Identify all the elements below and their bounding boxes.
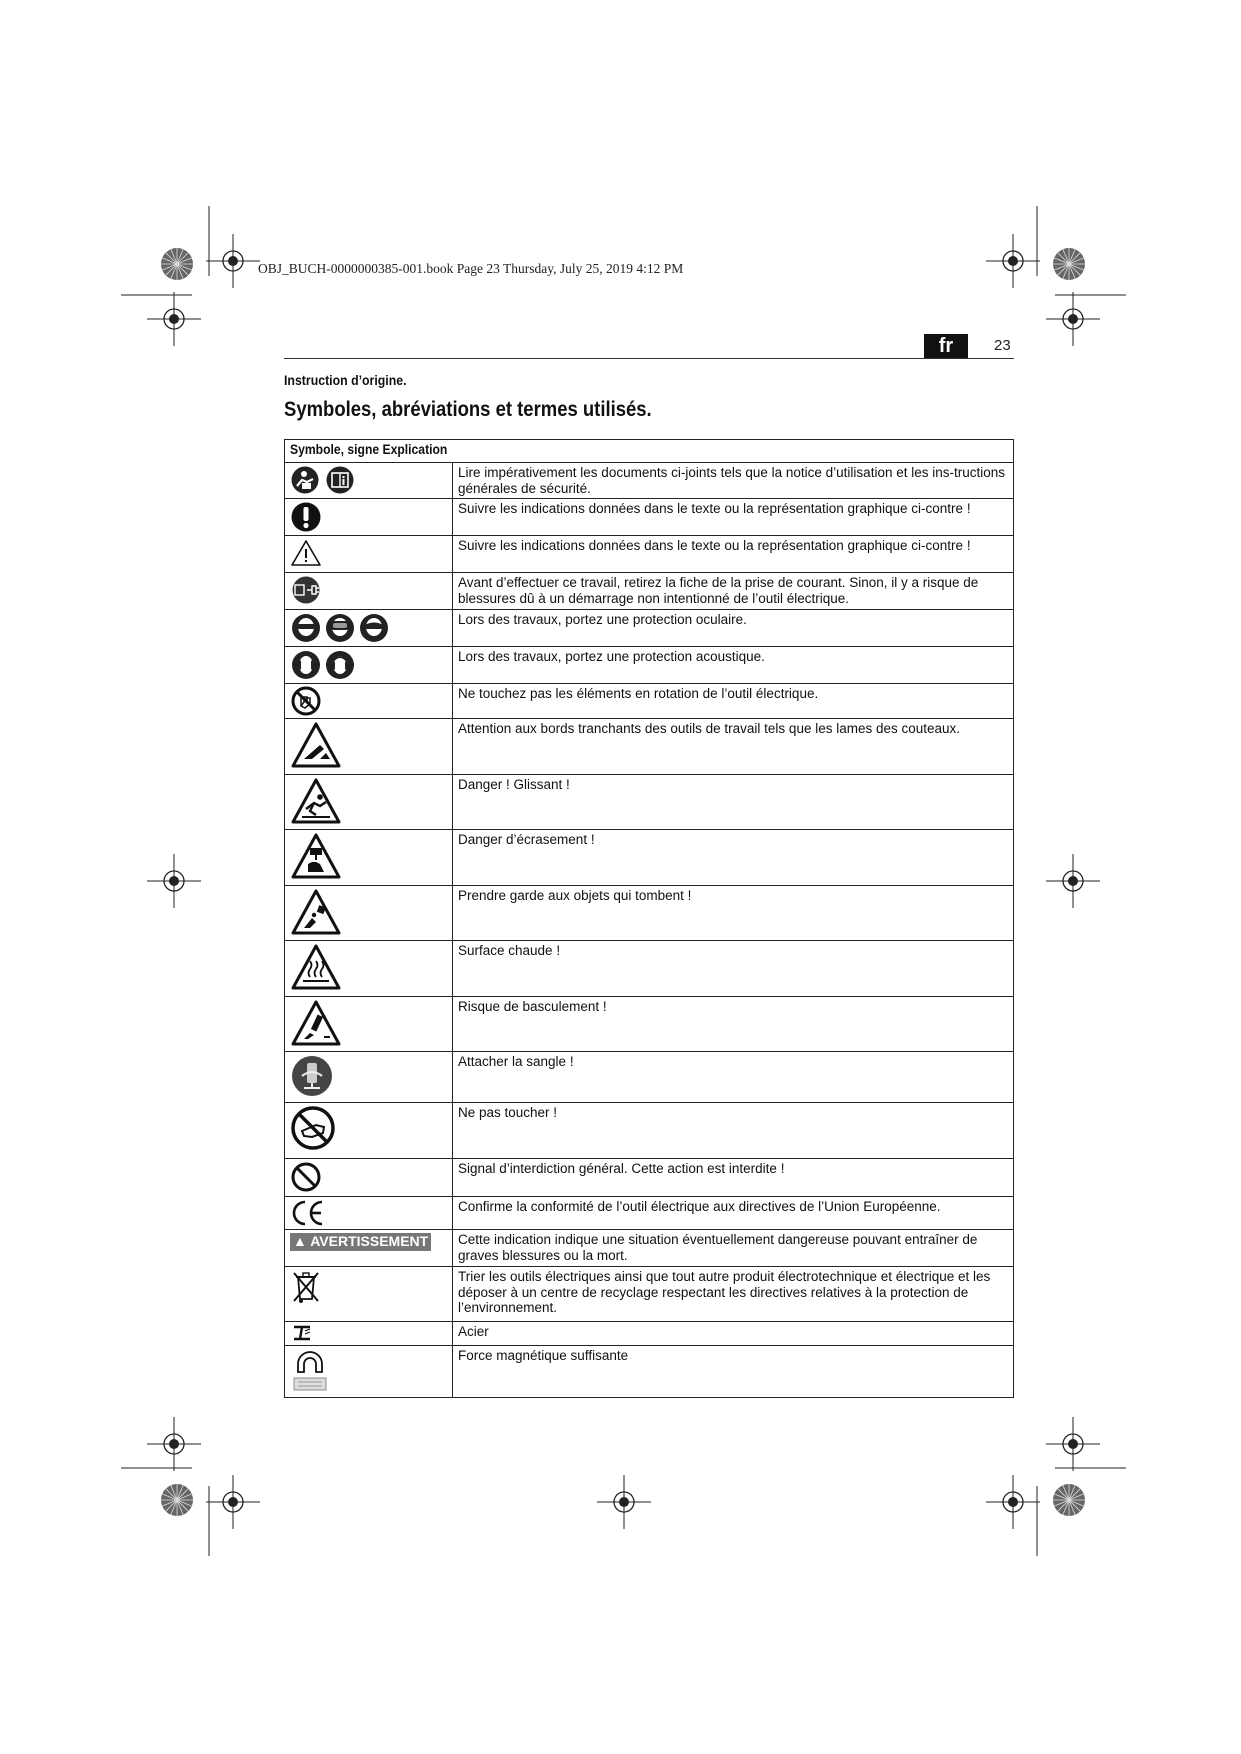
explanation-cell: Lire impérativement les documents ci-joints tels que la notice d’utilisation et les ins-tructions générales de sécurité. bbox=[453, 463, 1014, 499]
warning-triangle-icon bbox=[290, 538, 322, 568]
table-row bbox=[285, 1159, 1014, 1197]
symbol-cell bbox=[285, 499, 453, 536]
symbol-cell bbox=[285, 1103, 453, 1159]
symbol-cell bbox=[285, 997, 453, 1052]
explanation-cell: Confirme la conformité de l’outil électrique aux directives de l’Union Européenne. bbox=[453, 1197, 1014, 1230]
explanation-cell: Force magnétique suffisante bbox=[453, 1346, 1014, 1398]
table-row bbox=[285, 610, 1014, 647]
safety-strap-icon bbox=[290, 1054, 334, 1098]
table-header-row bbox=[285, 440, 1014, 463]
falling-objects-icon bbox=[290, 888, 342, 936]
avertissement-badge: ▲ AVERTISSEMENT bbox=[290, 1233, 431, 1251]
explanation-cell: Lors des travaux, portez une protection acoustique. bbox=[453, 647, 1014, 684]
header-rule bbox=[284, 358, 1014, 359]
table-row bbox=[285, 499, 1014, 536]
page-number: 23 bbox=[994, 337, 1011, 354]
explanation-cell: Attacher la sangle ! bbox=[453, 1052, 1014, 1103]
table-row bbox=[285, 1052, 1014, 1103]
weee-bin-icon bbox=[290, 1269, 322, 1305]
table-row bbox=[285, 536, 1014, 573]
table-row bbox=[285, 1346, 1014, 1398]
table-row bbox=[285, 830, 1014, 886]
col-symbol-header: Symbole, signe bbox=[290, 442, 380, 457]
symbol-cell bbox=[285, 1197, 453, 1230]
read-manual-icon bbox=[290, 465, 358, 495]
symbol-cell bbox=[285, 647, 453, 684]
sharp-edges-icon bbox=[290, 721, 342, 769]
subtitle: Instruction d’origine. bbox=[284, 372, 407, 388]
explanation-cell: Attention aux bords tranchants des outils de travail tels que les lames des couteaux. bbox=[453, 719, 1014, 775]
table-row bbox=[285, 886, 1014, 941]
explanation-cell: Danger d’écrasement ! bbox=[453, 830, 1014, 886]
table-row bbox=[285, 941, 1014, 997]
table-row bbox=[285, 719, 1014, 775]
symbol-cell bbox=[285, 1230, 453, 1267]
explanation-cell: Trier les outils électriques ainsi que tout autre produit électrotechnique et électrique et les déposer à un centre de recyclage respectant les directives relatives à la protection de l’environnement. bbox=[453, 1267, 1014, 1322]
table-row bbox=[285, 997, 1014, 1052]
ce-mark-icon bbox=[290, 1199, 326, 1227]
explanation-cell: Surface chaude ! bbox=[453, 941, 1014, 997]
page-title: Symboles, abréviations et termes utilisés. bbox=[284, 398, 652, 421]
explanation-cell: Avant d’effectuer ce travail, retirez la fiche de la prise de courant. Sinon, il y a risque de blessures dû à un démarrage non intentionné de l’outil électrique. bbox=[453, 573, 1014, 610]
symbol-cell bbox=[285, 941, 453, 997]
tipping-icon bbox=[290, 999, 342, 1047]
symbols-table bbox=[284, 439, 1014, 1398]
explanation-cell: Danger ! Glissant ! bbox=[453, 775, 1014, 830]
symbol-cell bbox=[285, 886, 453, 941]
table-row bbox=[285, 1197, 1014, 1230]
table-row bbox=[285, 1103, 1014, 1159]
crushing-icon bbox=[290, 832, 342, 880]
table-row bbox=[285, 775, 1014, 830]
unplug-icon bbox=[290, 575, 322, 605]
col-explanation-header: Explication bbox=[382, 442, 448, 457]
table-row bbox=[285, 1267, 1014, 1322]
do-not-touch-icon bbox=[290, 1105, 336, 1151]
symbol-cell bbox=[285, 684, 453, 719]
table-row bbox=[285, 1230, 1014, 1267]
explanation-cell: Suivre les indications données dans le texte ou la représentation graphique ci-contre ! bbox=[453, 536, 1014, 573]
explanation-cell: Ne touchez pas les éléments en rotation de l’outil électrique. bbox=[453, 684, 1014, 719]
book-slug: OBJ_BUCH-0000000385-001.book Page 23 Thursday, July 25, 2019 4:12 PM bbox=[258, 261, 684, 276]
explanation-cell: Suivre les indications données dans le texte ou la représentation graphique ci-contre ! bbox=[453, 499, 1014, 536]
mandatory-exclamation-icon bbox=[290, 501, 322, 533]
explanation-cell: Lors des travaux, portez une protection oculaire. bbox=[453, 610, 1014, 647]
table-header bbox=[285, 440, 1014, 463]
prohibition-icon bbox=[290, 1161, 322, 1193]
explanation-cell: Prendre garde aux objets qui tombent ! bbox=[453, 886, 1014, 941]
explanation-cell: Risque de basculement ! bbox=[453, 997, 1014, 1052]
explanation-cell: Ne pas toucher ! bbox=[453, 1103, 1014, 1159]
table-row bbox=[285, 684, 1014, 719]
table-row bbox=[285, 463, 1014, 499]
symbol-cell bbox=[285, 775, 453, 830]
avertissement-label: AVERTISSEMENT bbox=[310, 1233, 429, 1249]
explanation-cell: Acier bbox=[453, 1322, 1014, 1346]
symbol-cell bbox=[285, 830, 453, 886]
magnetic-force-icon bbox=[290, 1348, 330, 1394]
symbol-cell bbox=[285, 1052, 453, 1103]
ear-protection-icon bbox=[290, 649, 358, 681]
explanation-cell: Cette indication indique une situation éventuellement dangereuse pouvant entraîner de graves blessures ou la mort. bbox=[453, 1230, 1014, 1267]
symbol-cell bbox=[285, 1267, 453, 1322]
no-touch-rotating-icon bbox=[290, 686, 322, 716]
symbol-cell bbox=[285, 463, 453, 499]
symbol-cell bbox=[285, 719, 453, 775]
eye-protection-icon bbox=[290, 612, 392, 644]
explanation-cell: Signal d’interdiction général. Cette action est interdite ! bbox=[453, 1159, 1014, 1197]
symbol-cell bbox=[285, 1159, 453, 1197]
steel-icon bbox=[290, 1323, 314, 1343]
symbol-cell bbox=[285, 573, 453, 610]
table-row bbox=[285, 1322, 1014, 1346]
table-row bbox=[285, 647, 1014, 684]
symbol-cell bbox=[285, 536, 453, 573]
table-row bbox=[285, 573, 1014, 610]
symbol-cell bbox=[285, 610, 453, 647]
symbol-cell bbox=[285, 1322, 453, 1346]
hot-surface-icon bbox=[290, 943, 342, 991]
slippery-icon bbox=[290, 777, 342, 825]
symbol-cell bbox=[285, 1346, 453, 1398]
language-badge: fr bbox=[924, 334, 968, 358]
